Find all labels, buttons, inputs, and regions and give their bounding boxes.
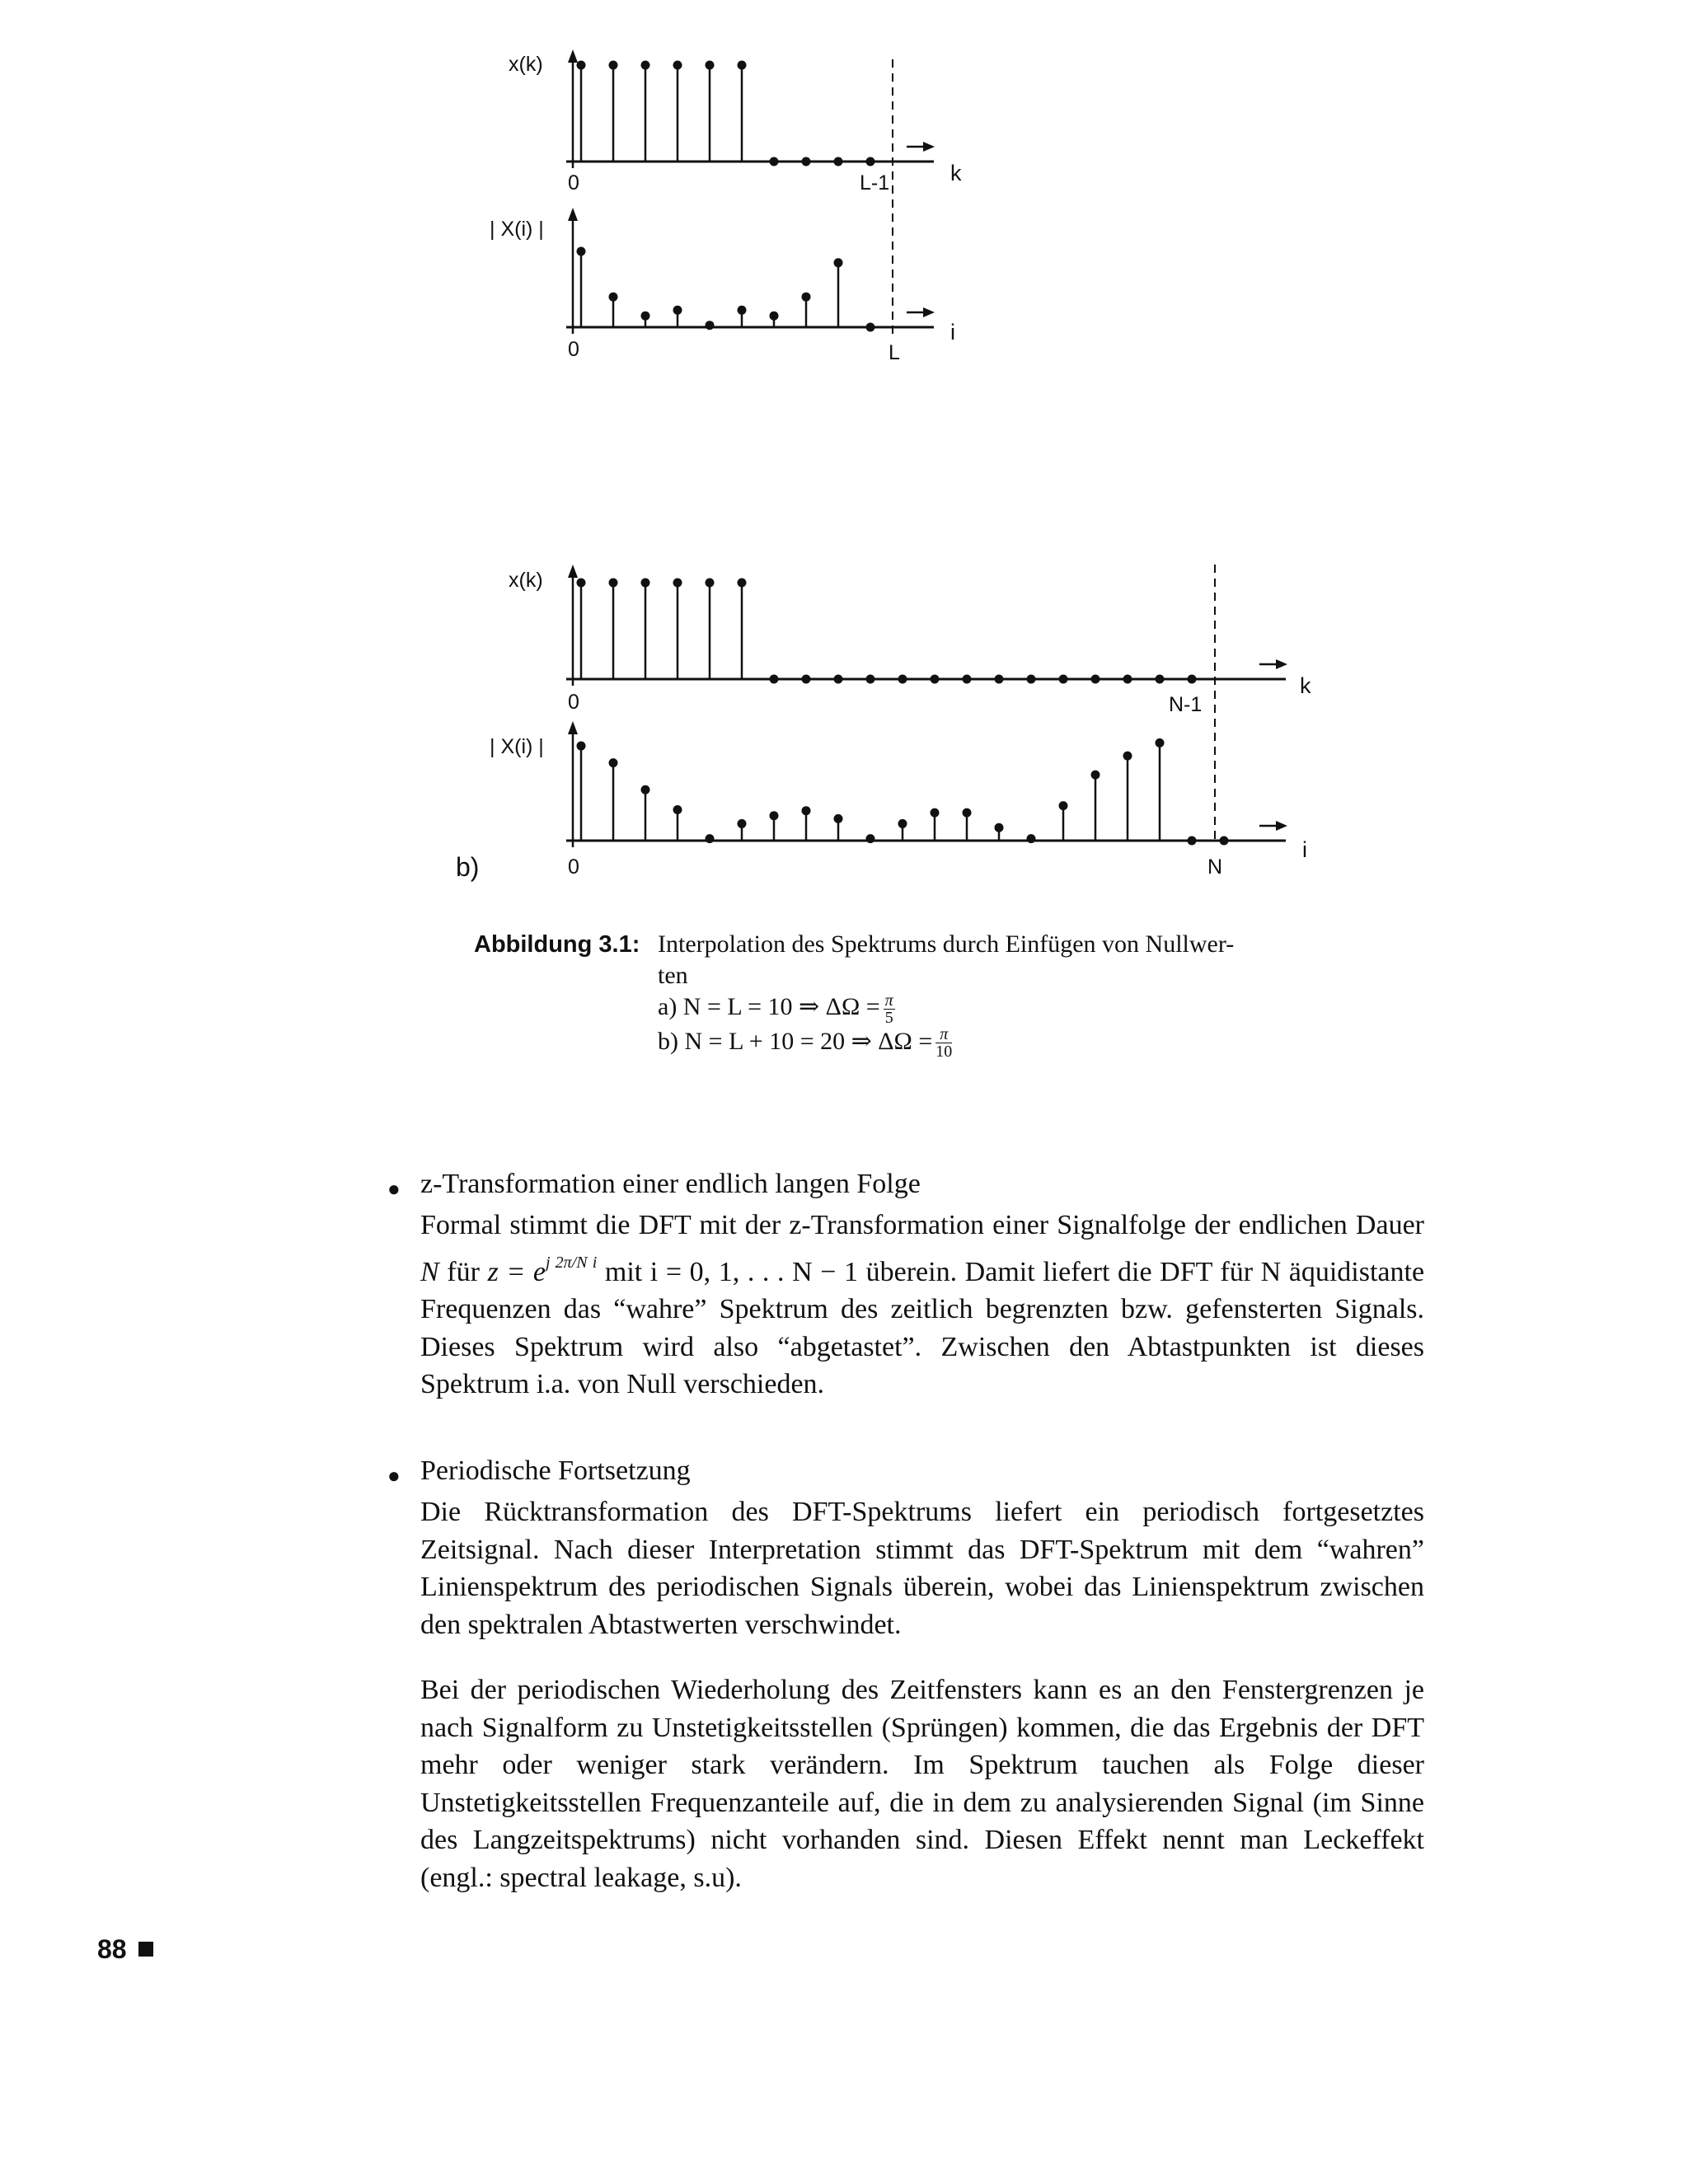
stem-marker <box>1091 675 1100 684</box>
b-top-tick-end: N-1 <box>1169 693 1203 716</box>
figure-3-1 <box>0 0 1688 923</box>
a-bottom-tick-start: 0 <box>568 338 579 361</box>
stem-marker <box>609 758 618 767</box>
paragraph: Die Rücktransformation des DFT-Spektrums liefert ein periodisch fortgesetztes Zeitsignal. Nach dieser Interpretation stimmt das DFT-Spektrum mit dem “wahren” Linienspektrum des periodischen Signals überein, wobei das Linienspektrum zwischen den spektralen Abtastwerten verschwindet. <box>420 1497 1424 1640</box>
stem-marker <box>802 157 811 166</box>
a-bottom-xlabel: i <box>950 320 955 344</box>
stem-marker <box>866 834 875 843</box>
stem-marker <box>609 293 618 302</box>
a-top-tick-start: 0 <box>568 171 579 194</box>
stem-marker <box>577 61 586 70</box>
stem-marker <box>673 306 682 315</box>
stem-marker <box>770 675 779 684</box>
stem-marker <box>577 742 586 751</box>
stem-marker <box>1123 752 1132 761</box>
paragraph: Formal stimmt die DFT mit der z-Transformation einer Signalfolge der endlichen Dauer N für $z = e^{j 2\pi/N i}$ mit i = 0, 1, . . . N − 1 überein. Damit liefert die DFT für N äquidistante Frequenzen das “wahre” Spektrum des zeitlich begrenzten bzw. gefensterten Signals. Dieses Spektrum wird also “abgetastet”. Zwischen den Abtastpunkten ist dieses Spektrum i.a. von Null verschieden. <box>420 1210 1425 1399</box>
stem-marker <box>802 293 811 302</box>
stem-marker <box>1188 837 1197 846</box>
b-top-tick-start: 0 <box>568 691 579 714</box>
stem-marker <box>1059 675 1068 684</box>
fraction: $\frac{\pi}{5}$ <box>884 991 893 1027</box>
section-title: Periodische Fortsetzung <box>420 1455 691 1486</box>
y-axis-arrow <box>568 49 578 63</box>
caption-line-a: a) N = L = 10 ⇒ ΔΩ = $\frac{\pi}{5}$ <box>658 991 893 1027</box>
caption-line: ten <box>658 962 688 989</box>
stem-marker <box>995 675 1004 684</box>
caption-body <box>658 929 1317 1060</box>
stem-marker <box>706 321 715 330</box>
x-direction-arrow-head <box>923 307 935 317</box>
stem-marker <box>673 61 682 70</box>
stem-marker <box>641 312 650 321</box>
stem-marker <box>931 808 940 818</box>
y-axis-arrow <box>568 208 578 221</box>
stem-marker <box>834 675 843 684</box>
stem-marker <box>1123 675 1132 684</box>
x-direction-arrow-head <box>923 142 935 152</box>
stem-marker <box>738 306 747 315</box>
bullet-marker: ● <box>387 1464 401 1488</box>
b-bottom-tick-end: N <box>1207 855 1223 879</box>
b-bottom-tick-start: 0 <box>568 855 579 879</box>
stem-marker <box>673 805 682 814</box>
x-direction-arrow-head <box>1276 821 1287 831</box>
stem-marker <box>577 579 586 588</box>
a-top-xlabel: k <box>950 161 962 185</box>
y-axis-arrow <box>568 721 578 734</box>
stem-marker <box>738 819 747 828</box>
stem-marker <box>770 811 779 820</box>
caption-line-b: b) N = L + 10 = 20 ⇒ ΔΩ = $\frac{\pi}{10}$ <box>658 1025 953 1062</box>
section-body <box>420 1493 1424 1643</box>
stem-marker <box>641 579 650 588</box>
stem-plots <box>566 49 1287 847</box>
stem-marker <box>1156 738 1165 748</box>
section-body <box>420 1207 1424 1404</box>
stem-marker <box>1091 771 1100 780</box>
stem-marker <box>834 157 843 166</box>
stem-marker <box>738 61 747 70</box>
b-panel-label: b) <box>456 852 480 882</box>
section-body <box>420 1671 1424 1896</box>
stem-marker <box>866 157 875 166</box>
stem-marker <box>834 814 843 823</box>
stem-marker <box>963 808 972 818</box>
a-top-ylabel: x(k) <box>509 53 543 76</box>
caption-label: Abbildung 3.1: <box>474 931 640 958</box>
caption-line: Interpolation des Spektrums durch Einfügen von Nullwer- <box>658 930 1235 958</box>
stem-marker <box>802 806 811 815</box>
stem-marker <box>641 785 650 794</box>
fraction: $\frac{\pi}{10}$ <box>935 1025 953 1062</box>
stem-marker <box>1027 834 1036 843</box>
section-title: z-Transformation einer endlich langen Folge <box>420 1169 921 1199</box>
a-bottom-tick-end: L <box>889 341 900 364</box>
y-axis-arrow <box>568 565 578 578</box>
a-top-tick-end: L-1 <box>860 171 890 194</box>
stem-marker <box>834 258 843 267</box>
stem-marker <box>770 312 779 321</box>
square-icon <box>138 1942 153 1957</box>
b-bottom-ylabel: | X(i) | <box>490 735 544 758</box>
a-bottom-ylabel: | X(i) | <box>490 218 544 241</box>
stem-marker <box>609 579 618 588</box>
stem-marker <box>577 247 586 256</box>
stem-marker <box>866 675 875 684</box>
stem-marker <box>1027 675 1036 684</box>
stem-marker <box>1220 837 1229 846</box>
stem-marker <box>1059 801 1068 810</box>
exponent: j 2π/N i <box>546 1253 598 1272</box>
stem-marker <box>641 61 650 70</box>
stem-marker <box>706 834 715 843</box>
stem-marker <box>931 675 940 684</box>
stem-marker <box>1156 675 1165 684</box>
stem-marker <box>706 61 715 70</box>
stem-marker <box>673 579 682 588</box>
stem-marker <box>898 675 907 684</box>
stem-marker <box>609 61 618 70</box>
b-top-ylabel: x(k) <box>509 569 543 592</box>
stem-marker <box>898 819 907 828</box>
stem-marker <box>802 675 811 684</box>
stem-marker <box>770 157 779 166</box>
stem-marker <box>963 675 972 684</box>
stem-marker <box>1188 675 1197 684</box>
stem-marker <box>738 579 747 588</box>
stem-marker <box>995 823 1004 832</box>
stem-marker <box>866 323 875 332</box>
x-direction-arrow-head <box>1276 659 1287 669</box>
bullet-marker: ● <box>387 1177 401 1201</box>
paragraph: Bei der periodischen Wiederholung des Zeitfensters kann es an den Fenstergrenzen je nach Signalform zu Unstetigkeitsstellen (Sprüngen) kommen, die das Ergebnis der DFT mehr oder weniger stark verändern. Im Spektrum tauchen als Folge dieser Unstetigkeitsstellen Frequenzanteile auf, die in dem zu analysierenden Signal (im Sinne des Langzeitspektrums) nicht vorhanden sind. Diesen Effekt nennt man Leckeffekt (engl.: spectral leakage, s.u). <box>420 1675 1424 1893</box>
b-top-xlabel: k <box>1300 673 1311 698</box>
b-bottom-xlabel: i <box>1302 837 1307 862</box>
stem-marker <box>706 579 715 588</box>
page-number: 88 <box>97 1934 153 1965</box>
